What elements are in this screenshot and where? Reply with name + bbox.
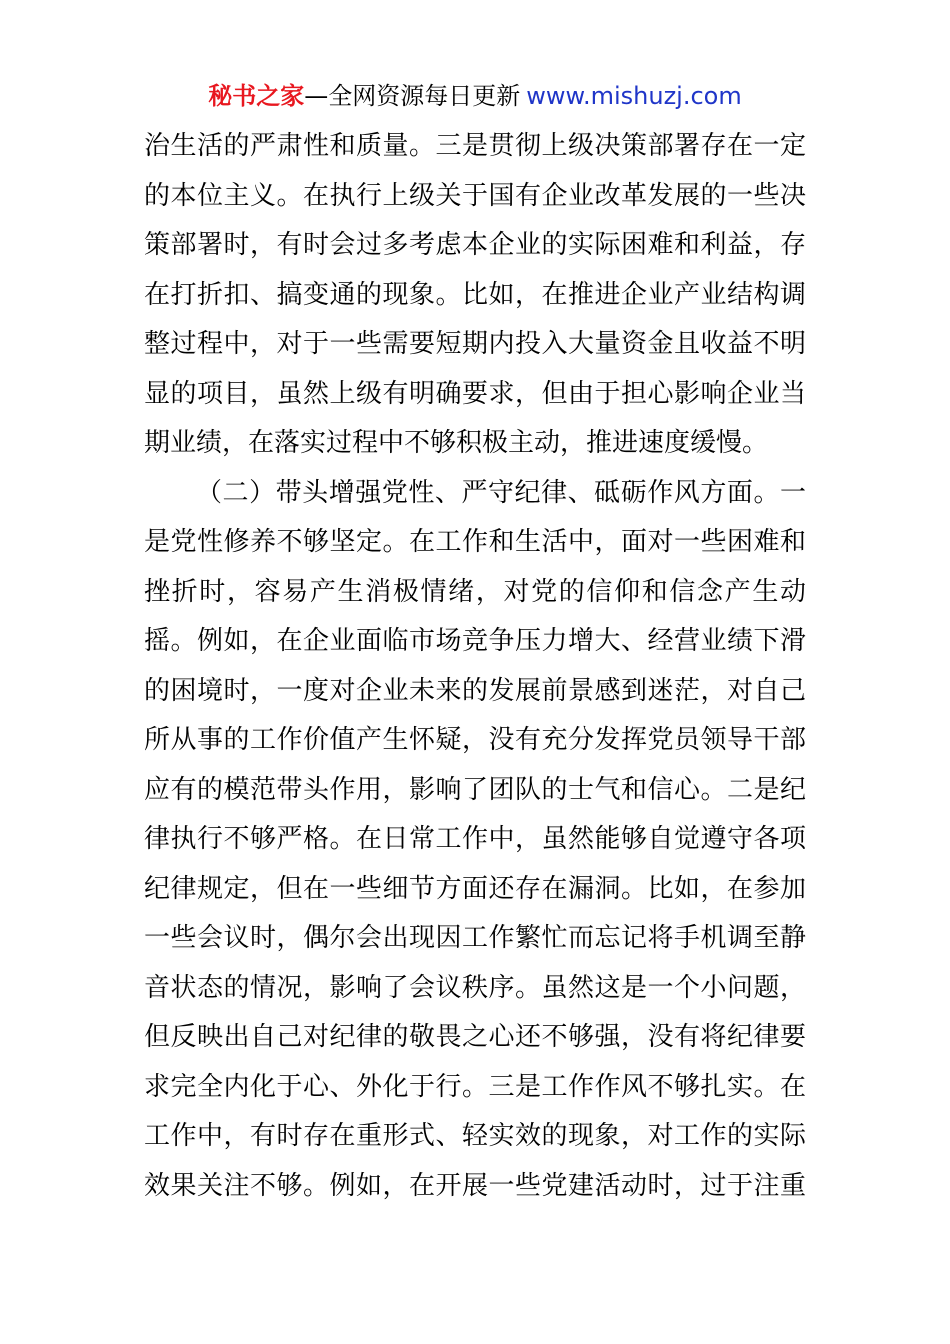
- text-line: 在打折扣、搞变通的现象。比如，在推进企业产业结构调: [144, 279, 806, 310]
- site-url-link[interactable]: www.mishuzj.com: [526, 82, 742, 110]
- text-line: 但反映出自己对纪律的敬畏之心还不够强，没有将纪律要: [144, 1022, 806, 1052]
- text-line: 一些会议时，偶尔会出现因工作繁忙而忘记将手机调至静: [144, 923, 806, 953]
- text-line: 所从事的工作价值产生怀疑，没有充分发挥党员领导干部: [144, 725, 806, 755]
- section-heading-line: （二）带头增强党性、严守纪律、砥砺作风方面。一: [196, 477, 806, 508]
- text-line: 求完全内化于心、外化于行。三是工作作风不够扎实。在: [144, 1071, 806, 1102]
- text-line: 挫折时，容易产生消极情绪，对党的信仰和信念产生动: [144, 576, 806, 607]
- site-header: [0, 78, 950, 114]
- document-body: [144, 122, 806, 1211]
- text-line: 音状态的情况，影响了会议秩序。虽然这是一个小问题，: [144, 972, 806, 1003]
- header-slogan: —全网资源每日更新: [304, 82, 521, 110]
- text-line: 效果关注不够。例如，在开展一些党建活动时，过于注重: [144, 1170, 806, 1201]
- text-line: 期业绩，在落实过程中不够积极主动，推进速度缓慢。: [144, 428, 769, 458]
- text-line: 摇。例如，在企业面临市场竞争压力增大、经营业绩下滑: [144, 626, 806, 656]
- text-line: 的困境时，一度对企业未来的发展前景感到迷茫，对自己: [144, 675, 806, 706]
- text-line: 律执行不够严格。在日常工作中，虽然能够自觉遵守各项: [144, 824, 806, 854]
- text-line: 显的项目，虽然上级有明确要求，但由于担心影响企业当: [144, 378, 806, 409]
- text-line: 的本位主义。在执行上级关于国有企业改革发展的一些决: [144, 180, 806, 211]
- text-line: 整过程中，对于一些需要短期内投入大量资金且收益不明: [144, 329, 806, 359]
- text-line: 纪律规定，但在一些细节方面还存在漏洞。比如，在参加: [144, 873, 806, 904]
- text-line: 治生活的严肃性和质量。三是贯彻上级决策部署存在一定: [144, 131, 806, 161]
- text-line: 应有的模范带头作用，影响了团队的士气和信心。二是纪: [144, 774, 806, 805]
- text-line: 策部署时，有时会过多考虑本企业的实际困难和利益，存: [144, 230, 806, 260]
- text-line: 工作中，有时存在重形式、轻实效的现象，对工作的实际: [144, 1121, 806, 1151]
- text-line: 是党性修养不够坚定。在工作和生活中，面对一些困难和: [144, 527, 806, 557]
- brand-name: 秘书之家: [208, 82, 305, 110]
